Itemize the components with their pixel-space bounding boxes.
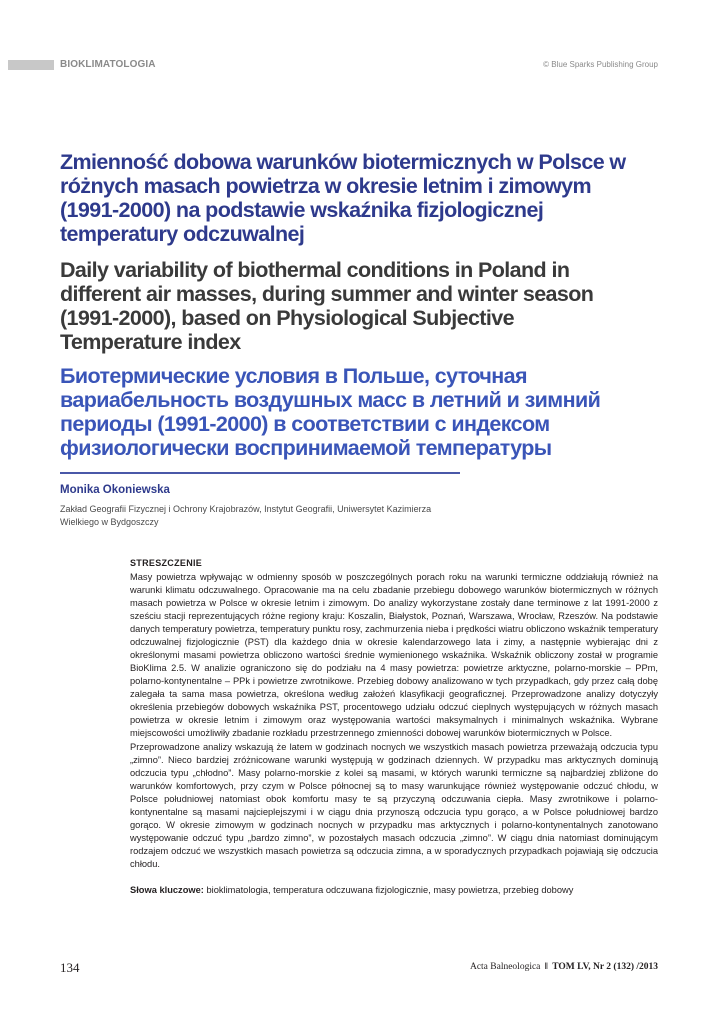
header-bar (8, 60, 54, 70)
author-name: Monika Okoniewska (60, 484, 170, 496)
keywords-list: bioklimatologia, temperatura odczuwana fizjologicznie, masy powietrza, przebieg dobowy (203, 885, 574, 895)
journal-name: Acta Balneologica (469, 962, 541, 972)
title-russian: Биотермические условия в Польше, суточная вариабельность воздушных масс в летний и зимний периоды (1991-2000) в соответствии с индексом физиологически воспринимаемой температуры (60, 364, 601, 460)
journal-citation (470, 962, 658, 972)
abstract (130, 557, 658, 897)
title-polish: Zmienność dobowa warunków biotermicznych w Polsce w różnych masach powietrza w okresie letnim i zimowym (1991-2000) na podstawie wskaźnika fizjologicznej temperatury odczuwalnej (60, 150, 626, 246)
journal-separator: ‖ (544, 962, 548, 972)
page-footer (60, 960, 658, 976)
page-number: 134 (60, 960, 80, 975)
abstract-paragraph-2: Przeprowadzone analizy wskazują że latem w godzinach nocnych we wszystkich masach powietrza przeważają odczucia typu „zimno”. Nieco bardziej zróżnicowane warunki występują w godzinach dziennych. W przypadku mas arktycznych dominują odczucia typu „chłodno”. Masy polarno-morskie z kolei są masami, w których warunki termiczne są najbardziej zbliżone do warunków komfortowych, przy czym w Polsce północnej są to masy warunkujące również występowanie odczuć chłodu, w Polsce południowej natomiast obok komfortu masy te są przyczyną odczuwania ciepła. Masy zwrotnikowe i polarno-kontynentalne są masami najcieplejszymi i w ciągu dnia przynoszą odczucia typu gorąco, a w Polsce południowej bardzo gorąco. W okresie zimowym w godzinach nocnych w przypadku mas arktycznych i polarno-kontynentalnych zanotowano występowanie odczuć typu „bardzo zimno”, w pozostałych masach odczucia „zimno”. W ciągu dnia natomiast dominującym rodzajem odczuć we wszystkich masach powietrza są odczucia zimna, a w sporadycznych przypadkach pojawiają się odczucia chłodu. (130, 742, 658, 869)
titles-block (60, 150, 640, 460)
abstract-heading: STRESZCZENIE (130, 558, 203, 568)
title-english: Daily variability of biothermal conditions in Poland in different air masses, during summer and winter season (1991-2000), based on Physiological Subjective Temperature index (60, 258, 594, 354)
section-label: BIOKLIMATOLOGIA (60, 59, 156, 70)
keywords-label: Słowa kluczowe: (130, 885, 204, 895)
publisher-credit: © Blue Sparks Publishing Group (543, 60, 658, 69)
author-affiliation: Zakład Geografii Fizycznej i Ochrony Krajobrazów, Instytut Geografii, Uniwersytet Kazimierza Wielkiego w Bydgoszczy (60, 504, 432, 527)
journal-issue: TOM LV, Nr 2 (132) /2013 (552, 962, 658, 972)
abstract-paragraph-1: Masy powietrza wpływając w odmienny sposób w poszczególnych porach roku na warunki termiczne oddziałują również na warunki klimatu odczuwalnego. Opracowanie ma na celu zbadanie przebiegu dobowego warunków biotermicznych w różnych masach powietrza w Polsce w okresie letnim i zimowym. Do analizy wykorzystane zostały dane terminowe z lat 1991-2000 z sześciu stacji reprezentujących różne regiony kraju: Koszalin, Białystok, Poznań, Warszawa, Wrocław, Rzeszów. Na podstawie danych temperatury powietrza, temperatury punktu rosy, zachmurzenia nieba i prędkości wiatru obliczono wskaźnik temperatury odczuwalnej fizjologicznie (PST) dla każdego dnia w okresie kalendarzowego lata i zimy, a następnie wybierając dni z określonymi masami powietrza obliczono wartości średnie wymienionego wskaźnika. Wskaźnik obliczony został w programie BioKlima 2.5. W analizie ograniczono się do podziału na 4 masy powietrza: powietrze arktyczne, polarno-morskie – PPm, polarno-kontynentalne – PPk i powietrze zwrotnikowe. Przebieg dobowy analizowano w tych przypadkach, gdy przez całą dobę zalegała ta sama masa powietrza, określona według założeń klasyfikacji geograficznej. Przeprowadzone analizy dotyczyły określenia przebiegów dobowych wskaźnika PST, procentowego udziału odczuć cieplnych występujących w różnych masach powietrza w okresie letnim i zimowym oraz występowania wartości maksymalnych i minimalnych wskaźnika. Wybrane miejscowości umożliwiły zbadanie rozkładu przestrzennego zmienności dobowej warunków biotermicznych w Polsce. (130, 572, 658, 738)
divider-rule (60, 472, 460, 474)
keywords (130, 884, 658, 897)
